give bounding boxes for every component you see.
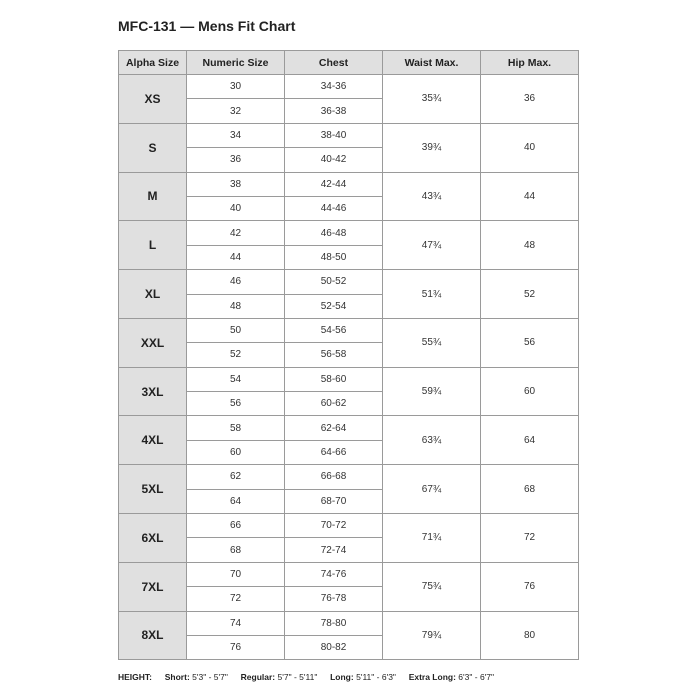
alpha-size-cell: 4XL bbox=[119, 416, 187, 465]
numeric-size-cell: 54 bbox=[187, 367, 285, 391]
numeric-size-cell: 62 bbox=[187, 465, 285, 489]
chest-cell: 44-46 bbox=[285, 196, 383, 220]
chest-cell: 58-60 bbox=[285, 367, 383, 391]
table-row bbox=[119, 75, 579, 99]
alpha-size-cell: L bbox=[119, 221, 187, 270]
chest-cell: 72-74 bbox=[285, 538, 383, 562]
alpha-size-cell: XL bbox=[119, 270, 187, 319]
numeric-size-cell: 70 bbox=[187, 562, 285, 586]
height-extra-long-label: Extra Long: bbox=[408, 672, 456, 682]
table-row bbox=[119, 465, 579, 489]
table-row bbox=[119, 562, 579, 586]
numeric-size-cell: 48 bbox=[187, 294, 285, 318]
chest-cell: 68-70 bbox=[285, 489, 383, 513]
height-long-value: 5'11" - 6'3" bbox=[356, 672, 396, 682]
waist-max-cell: 55¾ bbox=[383, 318, 481, 367]
height-label: HEIGHT: bbox=[118, 672, 152, 682]
chest-cell: 38-40 bbox=[285, 123, 383, 147]
hip-max-cell: 64 bbox=[481, 416, 579, 465]
table-row bbox=[119, 611, 579, 635]
numeric-size-cell: 60 bbox=[187, 440, 285, 464]
chest-cell: 42-44 bbox=[285, 172, 383, 196]
hip-max-cell: 76 bbox=[481, 562, 579, 611]
height-footnote bbox=[118, 672, 494, 682]
chest-cell: 40-42 bbox=[285, 148, 383, 172]
alpha-size-cell: M bbox=[119, 172, 187, 221]
hip-max-cell: 56 bbox=[481, 318, 579, 367]
height-regular-label: Regular: bbox=[240, 672, 276, 682]
chest-cell: 54-56 bbox=[285, 318, 383, 342]
chest-cell: 52-54 bbox=[285, 294, 383, 318]
waist-max-cell: 51¾ bbox=[383, 270, 481, 319]
hip-max-cell: 36 bbox=[481, 75, 579, 124]
table-row bbox=[119, 514, 579, 538]
alpha-size-cell: 5XL bbox=[119, 465, 187, 514]
hip-max-cell: 40 bbox=[481, 123, 579, 172]
chest-cell: 60-62 bbox=[285, 392, 383, 416]
height-short-value: 5'3" - 5'7" bbox=[192, 672, 228, 682]
numeric-size-cell: 58 bbox=[187, 416, 285, 440]
chest-cell: 56-58 bbox=[285, 343, 383, 367]
waist-max-cell: 79¾ bbox=[383, 611, 481, 660]
hip-max-cell: 80 bbox=[481, 611, 579, 660]
numeric-size-cell: 76 bbox=[187, 635, 285, 659]
chest-cell: 66-68 bbox=[285, 465, 383, 489]
alpha-size-cell: 3XL bbox=[119, 367, 187, 416]
numeric-size-cell: 34 bbox=[187, 123, 285, 147]
numeric-size-cell: 38 bbox=[187, 172, 285, 196]
numeric-size-cell: 44 bbox=[187, 245, 285, 269]
waist-max-cell: 47¾ bbox=[383, 221, 481, 270]
chest-cell: 62-64 bbox=[285, 416, 383, 440]
numeric-size-cell: 40 bbox=[187, 196, 285, 220]
alpha-size-cell: XS bbox=[119, 75, 187, 124]
table-row bbox=[119, 367, 579, 391]
chest-cell: 48-50 bbox=[285, 245, 383, 269]
chest-cell: 74-76 bbox=[285, 562, 383, 586]
fit-chart-table bbox=[118, 50, 579, 660]
height-long-label: Long: bbox=[330, 672, 354, 682]
hip-max-cell: 52 bbox=[481, 270, 579, 319]
numeric-size-cell: 36 bbox=[187, 148, 285, 172]
waist-max-cell: 39¾ bbox=[383, 123, 481, 172]
waist-max-cell: 43¾ bbox=[383, 172, 481, 221]
numeric-size-cell: 52 bbox=[187, 343, 285, 367]
chest-cell: 50-52 bbox=[285, 270, 383, 294]
numeric-size-cell: 66 bbox=[187, 514, 285, 538]
table-row bbox=[119, 416, 579, 440]
numeric-size-cell: 64 bbox=[187, 489, 285, 513]
waist-max-cell: 67¾ bbox=[383, 465, 481, 514]
hip-max-cell: 68 bbox=[481, 465, 579, 514]
chest-cell: 78-80 bbox=[285, 611, 383, 635]
alpha-size-cell: S bbox=[119, 123, 187, 172]
waist-max-cell: 71¾ bbox=[383, 514, 481, 563]
alpha-size-cell: 6XL bbox=[119, 514, 187, 563]
table-row bbox=[119, 270, 579, 294]
table-row bbox=[119, 221, 579, 245]
header-hip-max: Hip Max. bbox=[481, 51, 579, 75]
header-alpha-size: Alpha Size bbox=[119, 51, 187, 75]
page-title: MFC-131 — Mens Fit Chart bbox=[118, 18, 296, 34]
waist-max-cell: 35¾ bbox=[383, 75, 481, 124]
header-numeric-size: Numeric Size bbox=[187, 51, 285, 75]
table-row bbox=[119, 123, 579, 147]
chest-cell: 80-82 bbox=[285, 635, 383, 659]
numeric-size-cell: 50 bbox=[187, 318, 285, 342]
waist-max-cell: 59¾ bbox=[383, 367, 481, 416]
numeric-size-cell: 56 bbox=[187, 392, 285, 416]
numeric-size-cell: 74 bbox=[187, 611, 285, 635]
height-short-label: Short: bbox=[164, 672, 190, 682]
waist-max-cell: 75¾ bbox=[383, 562, 481, 611]
table-row bbox=[119, 172, 579, 196]
table-row bbox=[119, 318, 579, 342]
numeric-size-cell: 68 bbox=[187, 538, 285, 562]
hip-max-cell: 72 bbox=[481, 514, 579, 563]
header-waist-max: Waist Max. bbox=[383, 51, 481, 75]
chest-cell: 46-48 bbox=[285, 221, 383, 245]
height-extra-long-value: 6'3" - 6'7" bbox=[458, 672, 495, 682]
table-header-row bbox=[119, 51, 579, 75]
numeric-size-cell: 32 bbox=[187, 99, 285, 123]
chest-cell: 70-72 bbox=[285, 514, 383, 538]
alpha-size-cell: 8XL bbox=[119, 611, 187, 660]
waist-max-cell: 63¾ bbox=[383, 416, 481, 465]
header-chest: Chest bbox=[285, 51, 383, 75]
alpha-size-cell: 7XL bbox=[119, 562, 187, 611]
numeric-size-cell: 42 bbox=[187, 221, 285, 245]
hip-max-cell: 60 bbox=[481, 367, 579, 416]
alpha-size-cell: XXL bbox=[119, 318, 187, 367]
numeric-size-cell: 30 bbox=[187, 75, 285, 99]
hip-max-cell: 44 bbox=[481, 172, 579, 221]
chest-cell: 76-78 bbox=[285, 587, 383, 611]
hip-max-cell: 48 bbox=[481, 221, 579, 270]
numeric-size-cell: 46 bbox=[187, 270, 285, 294]
height-regular-value: 5'7" - 5'11" bbox=[277, 672, 318, 682]
chest-cell: 64-66 bbox=[285, 440, 383, 464]
numeric-size-cell: 72 bbox=[187, 587, 285, 611]
chest-cell: 36-38 bbox=[285, 99, 383, 123]
chest-cell: 34-36 bbox=[285, 75, 383, 99]
